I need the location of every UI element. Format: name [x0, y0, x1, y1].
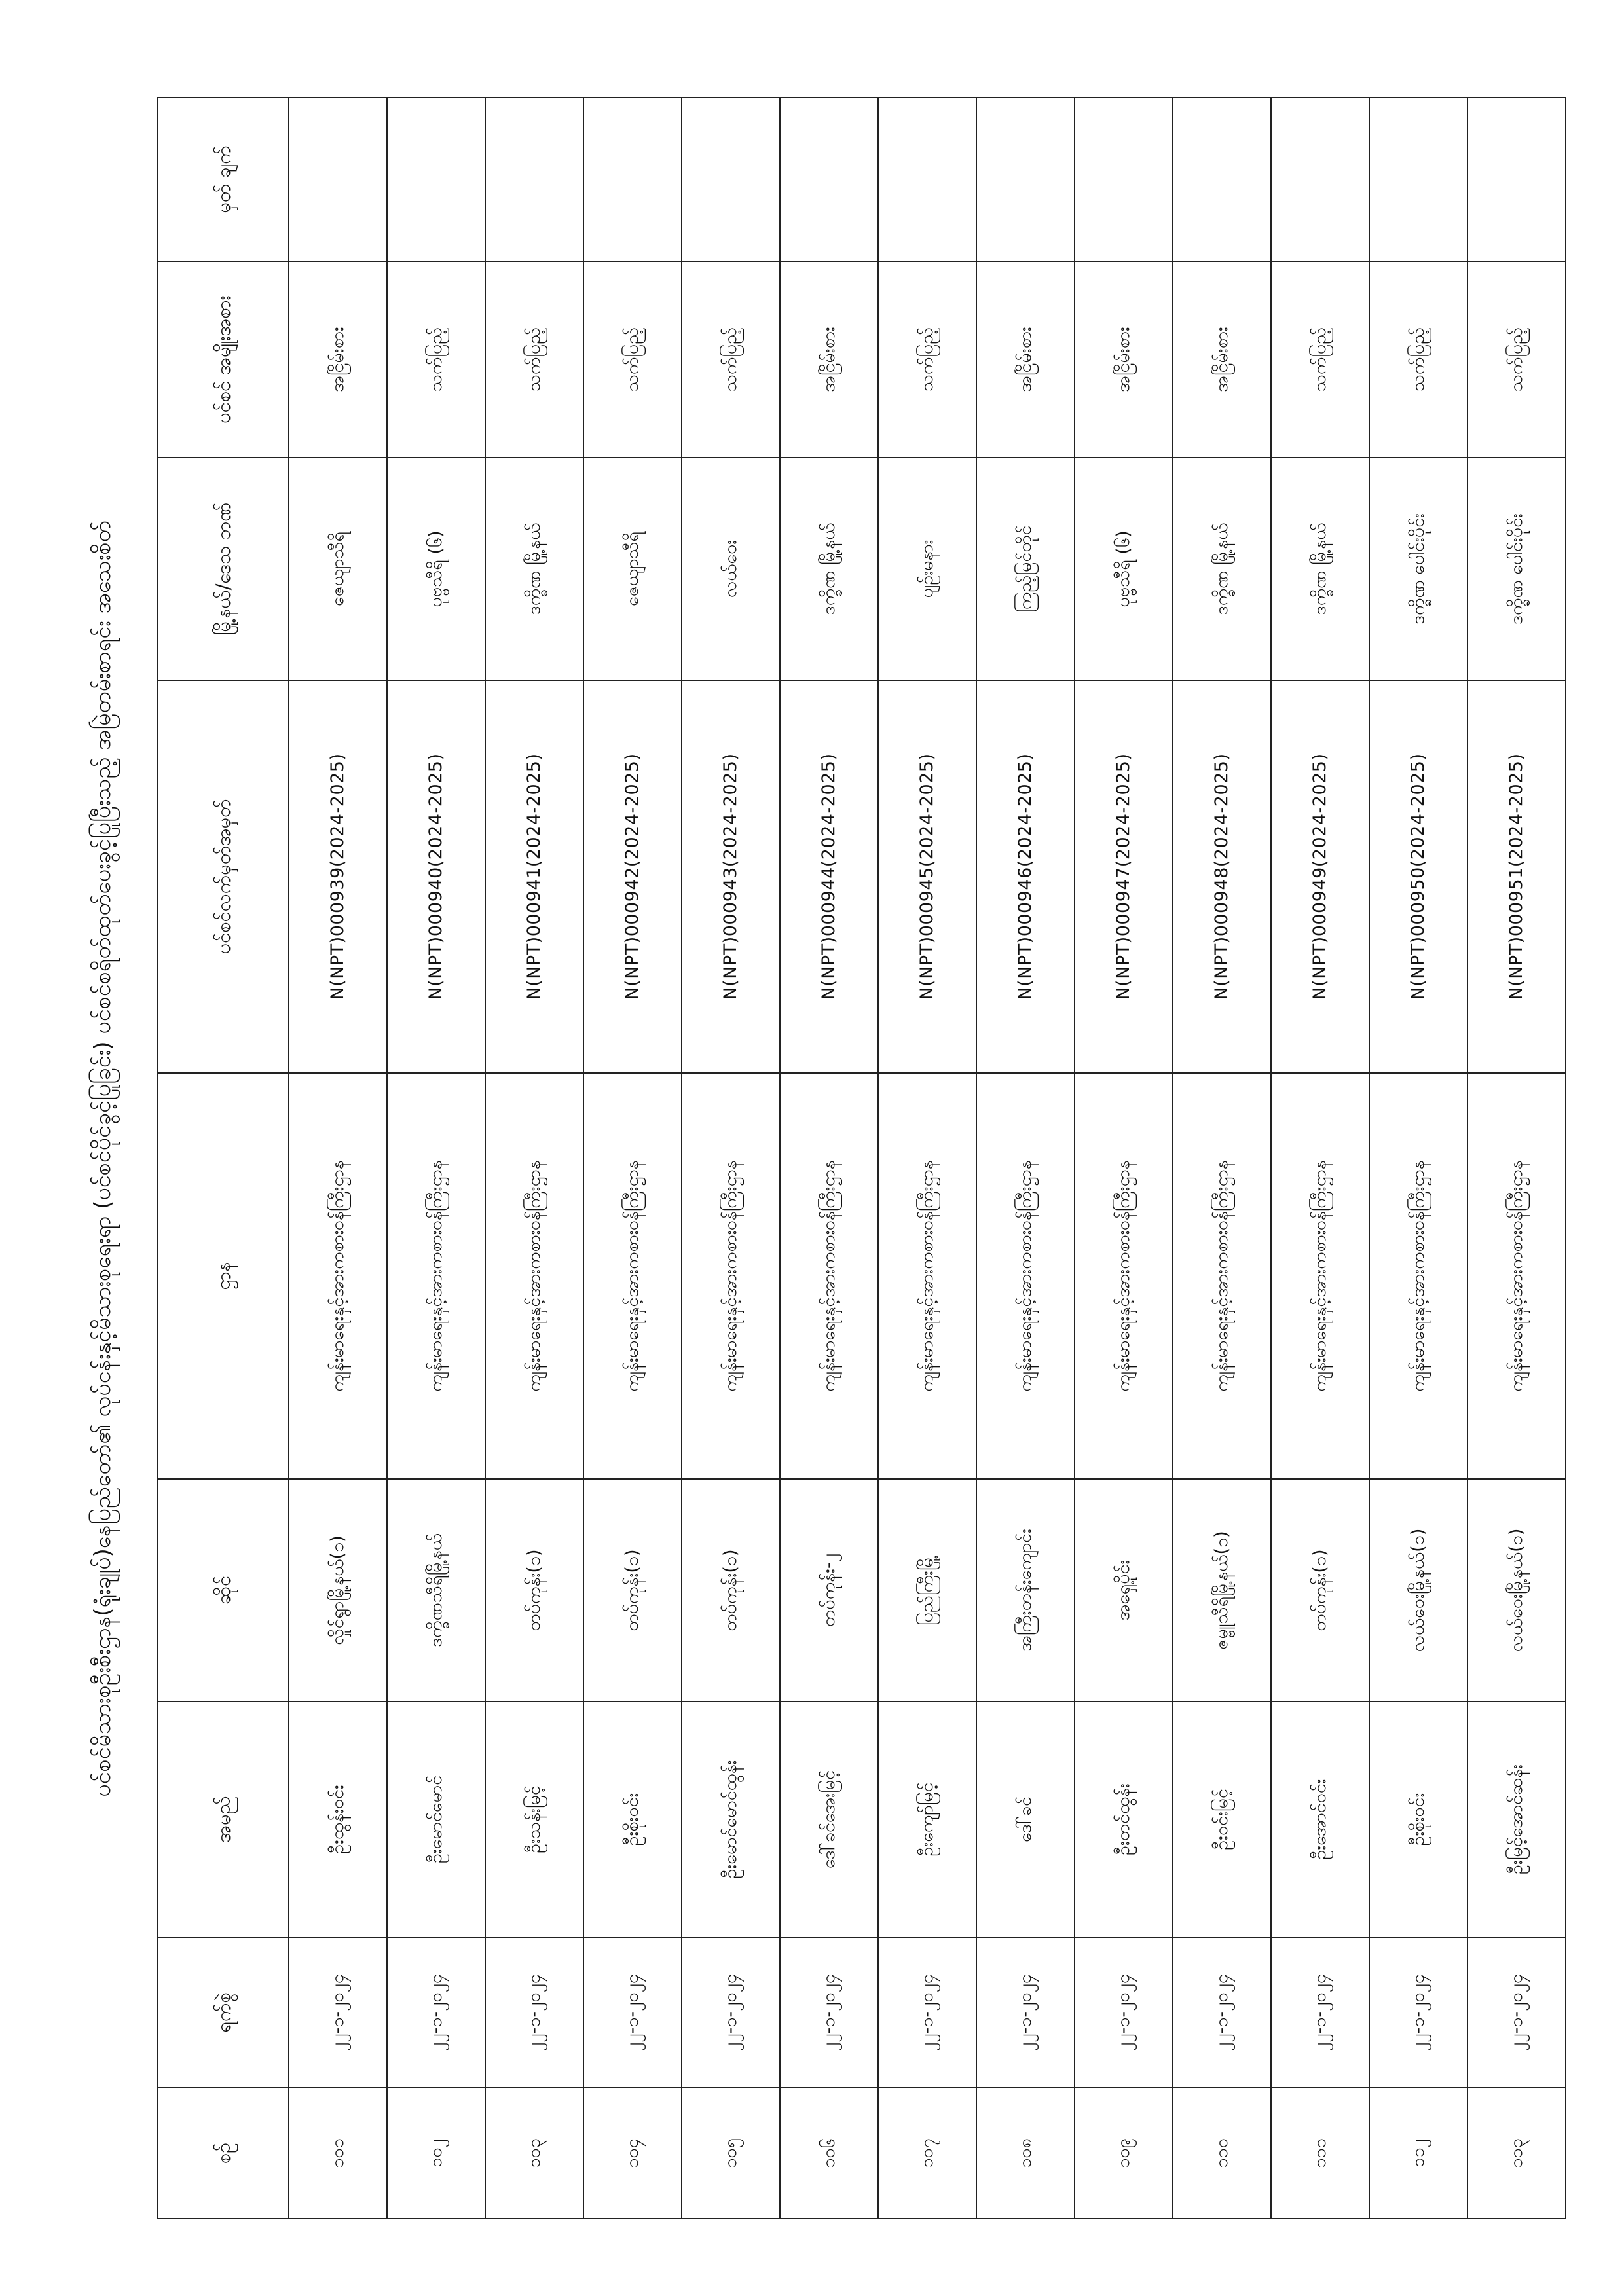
cell-pension-no: N(NPT)000939(2024-2025)	[289, 680, 387, 1073]
cell-department: ကျန်းမာရေးနှင့်အားကစားဝန်ကြီးဌာန	[1173, 1073, 1271, 1479]
cell-pension-no: N(NPT)000946(2024-2025)	[976, 680, 1075, 1073]
table-row	[1173, 98, 1271, 2219]
header-name: အမည်	[158, 1702, 289, 1937]
cell-remark	[485, 98, 583, 261]
table-row	[780, 98, 878, 2219]
cell-date: ၂၂-၁-၂၀၂၄	[1173, 1937, 1271, 2088]
cell-address: အရှေ့ပိုင်း	[1075, 1479, 1173, 1702]
cell-no: ၁၀၃	[485, 2088, 583, 2219]
cell-township: ဒက္ခိဏ မြို့နယ်	[485, 458, 583, 680]
cell-township: ဒက္ခိဏ ပေါင်းပိုင်း	[1467, 458, 1566, 680]
cell-township: ဒက္ခိဏ ပေါင်းပိုင်း	[1369, 458, 1467, 680]
cell-pension-type: သက်ပြည့်	[387, 261, 485, 458]
table-row	[682, 98, 780, 2219]
cell-name: ဦးမောင်မောင်	[387, 1702, 485, 1937]
cell-remark	[1369, 98, 1467, 261]
cell-pension-no: N(NPT)000944(2024-2025)	[780, 680, 878, 1073]
cell-no: ၁၀၇	[878, 2088, 976, 2219]
cell-date: ၂၂-၁-၂၀၂၄	[485, 1937, 583, 2088]
cell-name: ဦးစိုးဝင်း	[1369, 1702, 1467, 1937]
cell-pension-type: သက်ပြည့်	[682, 261, 780, 458]
cell-township: လယ်ဝေး	[682, 458, 780, 680]
cell-name: ဦးကျော်မြင့်	[878, 1702, 976, 1937]
cell-no: ၁၀၅	[682, 2088, 780, 2219]
cell-pension-type: သက်ပြည့်	[1271, 261, 1369, 458]
cell-pension-no: N(NPT)000947(2024-2025)	[1075, 680, 1173, 1073]
table-row	[485, 98, 583, 2219]
cell-name: ဦးသန်းမြင့်	[485, 1702, 583, 1937]
cell-pension-no: N(NPT)000951(2024-2025)	[1467, 680, 1566, 1073]
cell-name: ဒေါ်ခင်	[976, 1702, 1075, 1937]
cell-name: ဦးစိုးဝင်း	[583, 1702, 682, 1937]
cell-address: ဇမ္ဗူသီရိမြို့နယ်(၁)	[1173, 1479, 1271, 1702]
cell-township: ပျဉ်းမနား	[878, 458, 976, 680]
cell-date: ၂၂-၁-၂၀၂၄	[1075, 1937, 1173, 2088]
cell-department: ကျန်းမာရေးနှင့်အားကစားဝန်ကြီးဌာန	[289, 1073, 387, 1479]
cell-township: ပုဗ္ဗသီရိ (၆)	[1075, 458, 1173, 680]
cell-department: ကျန်းမာရေးနှင့်အားကစားဝန်ကြီးဌာန	[976, 1073, 1075, 1479]
cell-no: ၁၁၂	[1369, 2088, 1467, 2219]
cell-pension-type: သက်ပြည့်	[583, 261, 682, 458]
cell-remark	[976, 98, 1075, 261]
cell-remark	[387, 98, 485, 261]
table-row	[289, 98, 387, 2219]
table-row	[1467, 98, 1566, 2219]
cell-address: ပြည်ကြီးမြို့	[878, 1479, 976, 1702]
cell-date: ၂၂-၁-၂၀၂၄	[289, 1937, 387, 2088]
cell-name: ဦးအောင်ဝင်း	[1271, 1702, 1369, 1937]
table-row	[1271, 98, 1369, 2219]
cell-date: ၂၂-၁-၂၀၂၄	[1369, 1937, 1467, 2088]
cell-township: ဇေယျာသီရိ	[289, 458, 387, 680]
cell-department: ကျန်းမာရေးနှင့်အားကစားဝန်ကြီးဌာန	[682, 1073, 780, 1479]
table-body	[289, 98, 1566, 2219]
pension-register-table	[157, 97, 1566, 2219]
header-address: ဆိုင်	[158, 1479, 289, 1702]
cell-department: ကျန်းမာရေးနှင့်အားကစားဝန်ကြီးဌာန	[1467, 1073, 1566, 1479]
cell-remark	[878, 98, 976, 261]
cell-remark	[682, 98, 780, 261]
cell-township: ဒက္ခိဏ မြို့နယ်	[1271, 458, 1369, 680]
cell-pension-type: အငြိမ်းစား	[1173, 261, 1271, 458]
header-remark: မှတ် ချက်	[158, 98, 289, 261]
header-pension-type: ပင်စင် အမျိုးအစား	[158, 261, 289, 458]
cell-department: ကျန်းမာရေးနှင့်အားကစားဝန်ကြီးဌာန	[1271, 1073, 1369, 1479]
cell-no: ၁၀၆	[780, 2088, 878, 2219]
cell-department: ကျန်းမာရေးနှင့်အားကစားဝန်ကြီးဌာန	[780, 1073, 878, 1479]
table-row	[583, 98, 682, 2219]
cell-pension-type: သက်ပြည့်	[485, 261, 583, 458]
cell-name: ဦးမြင့်အောင်ဆန်း	[1467, 1702, 1566, 1937]
cell-remark	[1173, 98, 1271, 261]
cell-no: ၁၀၂	[387, 2088, 485, 2219]
cell-township: ကြည့်မြင်တိုင်	[976, 458, 1075, 680]
cell-remark	[1271, 98, 1369, 261]
cell-date: ၂၂-၁-၂၀၂၄	[682, 1937, 780, 2088]
document-title: ပင်စင်မိသားစုဦးစီးဌာန(ရုံးချုပ်)နေပြည်တော်၏ လုပ်ငန်းနှင့်မိသားစုရေးရာ (ပင်စင်ပိုင်ခွင့်ပြုခြင်း) ပင်စင်စရိတ်ထုတ်ပေးခွင့်ပြုပြီးသည့် အမြဲတမ်းစာရင်း အသေးစိတ်	[90, 520, 116, 1797]
cell-remark	[1467, 98, 1566, 261]
cell-address: တပ်ကုန်း-၂	[780, 1479, 878, 1702]
cell-department: ကျန်းမာရေးနှင့်အားကစားဝန်ကြီးဌာန	[387, 1073, 485, 1479]
cell-no: ၁၁၀	[1173, 2088, 1271, 2219]
rotated-sheet	[72, 98, 1578, 2219]
cell-address: တပ်ကုန်း(၁)	[1271, 1479, 1369, 1702]
cell-date: ၂၂-၁-၂၀၂၄	[583, 1937, 682, 2088]
header-pension-no: ပင်စင်လက်မှတ်အမှတ်	[158, 680, 289, 1073]
cell-name: ဦးတင်ထွန်း	[1075, 1702, 1173, 1937]
table-row	[387, 98, 485, 2219]
cell-pension-no: N(NPT)000950(2024-2025)	[1369, 680, 1467, 1073]
cell-date: ၂၂-၁-၂၀၂၄	[1467, 1937, 1566, 2088]
table-row	[1369, 98, 1467, 2219]
cell-township: ပုဗ္ဗသီရိ (၆)	[387, 458, 485, 680]
cell-name: ဦးမောင်မောင်ထွန်း	[682, 1702, 780, 1937]
cell-department: ကျန်းမာရေးနှင့်အားကစားဝန်ကြီးဌာန	[1075, 1073, 1173, 1479]
cell-pension-type: အငြိမ်းစား	[780, 261, 878, 458]
cell-pension-no: N(NPT)000941(2024-2025)	[485, 680, 583, 1073]
cell-address: လယ်ဝေးမြို့နယ်(၁)	[1467, 1479, 1566, 1702]
cell-pension-type: သက်ပြည့်	[1467, 261, 1566, 458]
cell-no: ၁၀၁	[289, 2088, 387, 2219]
cell-department: ကျန်းမာရေးနှင့်အားကစားဝန်ကြီးဌာန	[485, 1073, 583, 1479]
cell-address: အကြီးတန်းကျောင်း	[976, 1479, 1075, 1702]
cell-pension-type: သက်ပြည့်	[878, 261, 976, 458]
header-row	[158, 98, 289, 2219]
cell-remark	[289, 98, 387, 261]
cell-remark	[583, 98, 682, 261]
header-date: ရက်စွဲ	[158, 1937, 289, 2088]
header-township: မြို့နယ်/ဒေသ ဘဏ်	[158, 458, 289, 680]
cell-pension-no: N(NPT)000949(2024-2025)	[1271, 680, 1369, 1073]
cell-no: ၁၀၄	[583, 2088, 682, 2219]
cell-remark	[1075, 98, 1173, 261]
cell-address: လှိုင်ရွာမြို့နယ်(၁)	[289, 1479, 387, 1702]
cell-department: ကျန်းမာရေးနှင့်အားကစားဝန်ကြီးဌာန	[1369, 1073, 1467, 1479]
cell-pension-type: အငြိမ်းစား	[289, 261, 387, 458]
cell-address: တပ်ကုန်း(၁)	[682, 1479, 780, 1702]
cell-remark	[780, 98, 878, 261]
cell-no: ၁၁၃	[1467, 2088, 1566, 2219]
cell-date: ၂၂-၁-၂၀၂၄	[387, 1937, 485, 2088]
cell-address: တပ်ကုန်း(၁)	[583, 1479, 682, 1702]
header-no: စဥ်	[158, 2088, 289, 2219]
cell-department: ကျန်းမာရေးနှင့်အားကစားဝန်ကြီးဌာန	[878, 1073, 976, 1479]
cell-no: ၁၀၉	[1075, 2088, 1173, 2219]
table-row	[1075, 98, 1173, 2219]
cell-date: ၂၂-၁-၂၀၂၄	[780, 1937, 878, 2088]
cell-pension-no: N(NPT)000948(2024-2025)	[1173, 680, 1271, 1073]
cell-date: ၂၂-၁-၂၀၂၄	[976, 1937, 1075, 2088]
cell-address: လယ်ဝေးမြို့နယ်(၁)	[1369, 1479, 1467, 1702]
cell-name: ဦးထွန်းဝင်း	[289, 1702, 387, 1937]
cell-pension-no: N(NPT)000945(2024-2025)	[878, 680, 976, 1073]
cell-township: ဇေယျာသီရိ	[583, 458, 682, 680]
cell-address: တပ်ကုန်း(၁)	[485, 1479, 583, 1702]
table-row	[976, 98, 1075, 2219]
cell-department: ကျန်းမာရေးနှင့်အားကစားဝန်ကြီးဌာန	[583, 1073, 682, 1479]
cell-pension-type: သက်ပြည့်	[1369, 261, 1467, 458]
table-row	[878, 98, 976, 2219]
cell-no: ၁၁၁	[1271, 2088, 1369, 2219]
cell-pension-type: အငြိမ်းစား	[1075, 261, 1173, 458]
cell-date: ၂၂-၁-၂၀၂၄	[1271, 1937, 1369, 2088]
cell-address: ဒက္ခိဏသီရိမြို့နယ်	[387, 1479, 485, 1702]
cell-date: ၂၂-၁-၂၀၂၄	[878, 1937, 976, 2088]
cell-township: ဒက္ခိဏ မြို့နယ်	[1173, 458, 1271, 680]
cell-name: ဦးဝင်းမြင့်	[1173, 1702, 1271, 1937]
cell-name: ဒေါ်ခင်အေးမြင့်	[780, 1702, 878, 1937]
cell-pension-no: N(NPT)000942(2024-2025)	[583, 680, 682, 1073]
cell-no: ၁၀၈	[976, 2088, 1075, 2219]
cell-pension-type: အငြိမ်းစား	[976, 261, 1075, 458]
cell-township: ဒက္ခိဏ မြို့နယ်	[780, 458, 878, 680]
cell-pension-no: N(NPT)000940(2024-2025)	[387, 680, 485, 1073]
cell-pension-no: N(NPT)000943(2024-2025)	[682, 680, 780, 1073]
header-department: ဌာန	[158, 1073, 289, 1479]
